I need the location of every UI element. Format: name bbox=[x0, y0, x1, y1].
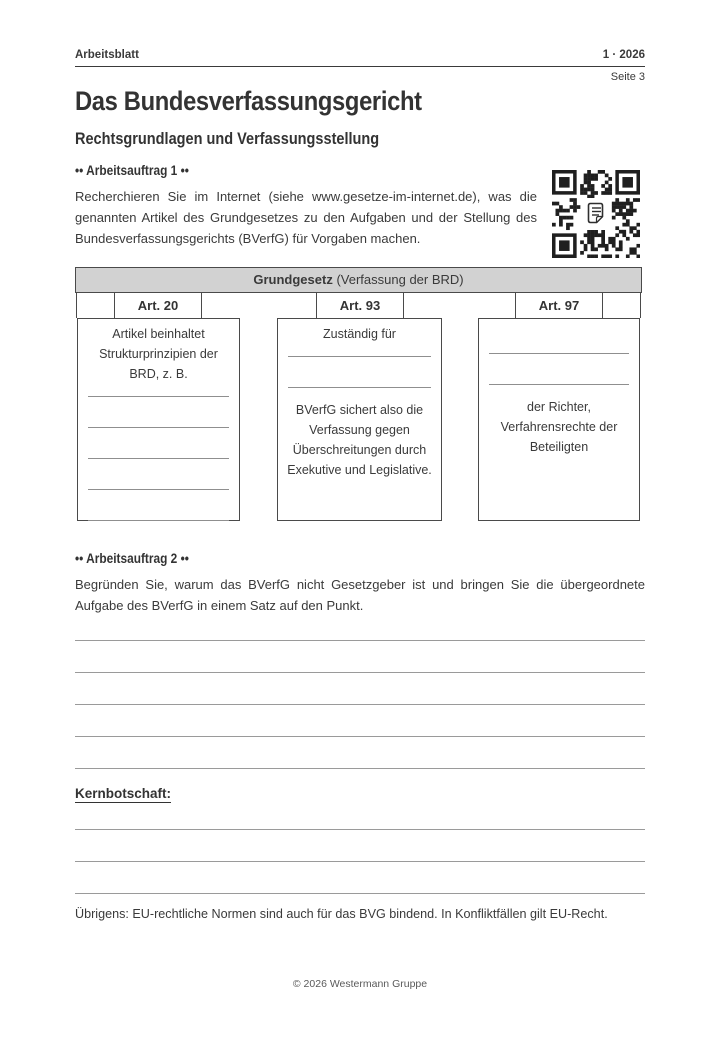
writing-line bbox=[88, 490, 229, 521]
left-edge-tick bbox=[76, 293, 77, 318]
art20-box-text: Artikel beinhaltet Strukturprinzipien der BRD, z. B. bbox=[99, 327, 218, 381]
grundgesetz-diagram bbox=[75, 267, 642, 523]
task1-text: Recherchieren Sie im Internet (siehe www.gesetze-im-internet.de), was die genannten Artikel des Grundgesetzes zu den Aufgaben und der Stellung des Bundesverfassungsgerichts (BVerfG) für Vorgaben machen. bbox=[75, 189, 537, 246]
writing-line bbox=[75, 673, 645, 705]
writing-line bbox=[88, 384, 229, 397]
writing-line bbox=[75, 830, 645, 862]
task1-heading: •• Arbeitsauftrag 1 •• bbox=[75, 163, 189, 178]
writing-line bbox=[88, 428, 229, 459]
art93-box-text: Zuständig für bbox=[323, 327, 396, 341]
page-title: Das Bundesverfassungsgericht bbox=[75, 86, 422, 116]
art97-blank-lines bbox=[489, 319, 629, 385]
art93-box bbox=[277, 318, 442, 521]
task2-answer-lines bbox=[75, 609, 645, 769]
art93-box-bottom-text: BVerfG sichert also die Verfassung gegen Überschreitungen durch Exekutive und Legislative. bbox=[287, 403, 432, 477]
article-label-art97: Art. 97 bbox=[515, 293, 603, 318]
copyright-footer: © 2026 Westermann Gruppe bbox=[292, 978, 428, 990]
writing-line bbox=[88, 459, 229, 490]
art20-blank-lines bbox=[88, 384, 229, 521]
article-label-art20: Art. 20 bbox=[114, 293, 202, 318]
writing-line bbox=[88, 397, 229, 428]
art97-box bbox=[478, 318, 640, 521]
art97-box-bottom-text: der Richter, Verfahrensrechte der Beteiligten bbox=[500, 400, 618, 454]
art93-blank-lines bbox=[288, 344, 431, 388]
issue-label: 1 · 2026 bbox=[602, 49, 645, 61]
document-icon bbox=[582, 198, 610, 230]
diagram-header-rest: (Verfassung der BRD) bbox=[332, 272, 464, 287]
doc-type-label: Arbeitsblatt bbox=[75, 49, 139, 61]
page-number: Seite 3 bbox=[610, 71, 645, 83]
page-subtitle: Rechtsgrundlagen und Verfassungsstellung bbox=[75, 130, 380, 148]
eu-note: Übrigens: EU-rechtliche Normen sind auch für das BVG bindend. In Konfliktfällen gilt EU-Recht. bbox=[75, 907, 608, 921]
kernbotschaft-answer-lines bbox=[75, 798, 645, 894]
writing-line bbox=[75, 737, 645, 769]
writing-line bbox=[489, 354, 629, 385]
right-edge-tick bbox=[640, 293, 641, 318]
header-rule bbox=[75, 66, 645, 67]
writing-line bbox=[75, 705, 645, 737]
writing-line bbox=[75, 641, 645, 673]
writing-line bbox=[75, 798, 645, 830]
diagram-header bbox=[75, 267, 642, 293]
task2-heading: •• Arbeitsauftrag 2 •• bbox=[75, 551, 189, 566]
diagram-header-bold: Grundgesetz bbox=[253, 272, 333, 287]
qr-code bbox=[552, 170, 640, 258]
writing-line bbox=[288, 344, 431, 357]
kernbotschaft-label: Kernbotschaft: bbox=[75, 786, 172, 801]
writing-line bbox=[75, 609, 645, 641]
art20-box bbox=[77, 318, 240, 521]
article-label-row bbox=[75, 293, 642, 318]
task2-text: Begründen Sie, warum das BVerfG nicht Gesetzgeber ist und bringen Sie die übergeordnete Aufgabe des BVerfG in einem Satz auf den Punkt. bbox=[75, 577, 645, 613]
article-label-art93: Art. 93 bbox=[316, 293, 404, 318]
writing-line bbox=[489, 319, 629, 354]
writing-line bbox=[75, 862, 645, 894]
writing-line bbox=[288, 357, 431, 388]
